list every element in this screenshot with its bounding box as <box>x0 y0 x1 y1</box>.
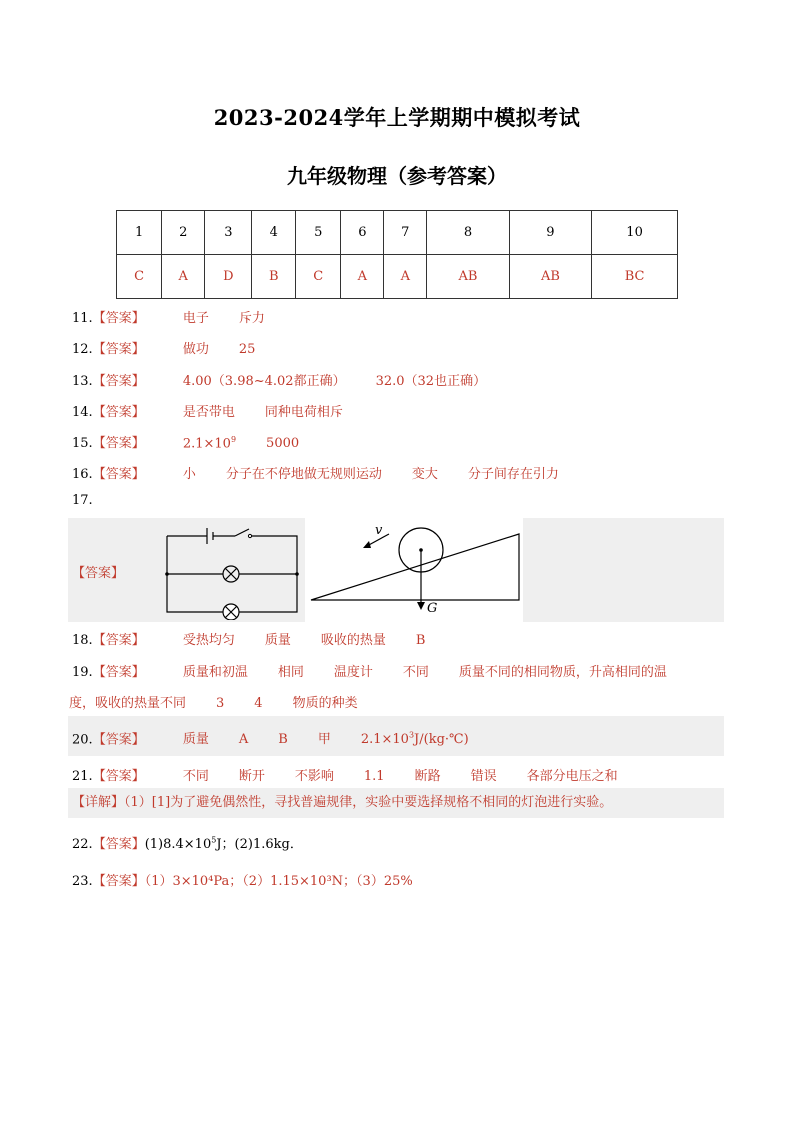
question-number-cell: 2 <box>162 211 205 255</box>
question-number-cell: 9 <box>509 211 591 255</box>
incline-diagram <box>305 518 523 622</box>
page-title: 2023-2024学年上学期期中模拟考试 <box>213 105 581 130</box>
answer-line-12: 12.【答案】 做功 25 <box>72 342 256 357</box>
circuit-diagram <box>163 520 303 620</box>
question-number-cell: 5 <box>296 211 341 255</box>
answer-line-23: 23.【答案】（1）3×10⁴Pa；（2）1.15×10³N；（3）25% <box>72 874 413 889</box>
answer-line-19: 19.【答案】 质量和初温 相同 温度计 不同 质量不同的相同物质，升高相同的温 <box>72 665 667 680</box>
answer-line-16: 16.【答案】 小 分子在不停地做无规则运动 变大 分子间存在引力 <box>72 467 559 482</box>
answer-line-14: 14.【答案】 是否带电 同种电荷相斥 <box>72 405 343 420</box>
detail-line-21: 【详解】（1）[1]为了避免偶然性，寻找普遍规律，实验中要选择规格不相同的灯泡进行实验。 <box>68 788 724 818</box>
answer-cell: A <box>341 255 384 299</box>
answer-cell: B <box>252 255 296 299</box>
page-subtitle: 九年级物理（参考答案） <box>287 164 507 188</box>
answer-line-22: 22.【答案】$(1)8.4\times 10^5J$；(2)1.6kg． <box>72 835 303 852</box>
question-number-cell: 10 <box>592 211 678 255</box>
question-number-cell: 8 <box>427 211 509 255</box>
answer-line-20: 20.【答案】 质量 A B 甲 $2.1\times 10^3J/(kg\cdot℃)$ <box>68 716 724 756</box>
answer-cell: A <box>162 255 205 299</box>
svg-text:v: v <box>375 523 383 538</box>
answer-line-18: 18.【答案】 受热均匀 质量 吸收的热量 B <box>72 633 426 648</box>
question-number-cell: 7 <box>384 211 427 255</box>
answer-cell: BC <box>592 255 678 299</box>
answer-cell: A <box>384 255 427 299</box>
question-number-cell: 3 <box>205 211 252 255</box>
question-number-cell: 6 <box>341 211 384 255</box>
answer-cell: AB <box>509 255 591 299</box>
answer-row <box>117 255 678 299</box>
answer-cell: C <box>117 255 162 299</box>
question-number-cell: 1 <box>117 211 162 255</box>
answer-line-15: 15.【答案】 $2.1\times 10^9$ 5000 <box>72 434 300 451</box>
answer-line-21: 21.【答案】 不同 断开 不影响 1.1 断路 错误 各部分电压之和 <box>72 769 618 784</box>
answer-line-17: 17. <box>72 493 93 508</box>
question-number-cell: 4 <box>252 211 296 255</box>
answer-line-11: 11.【答案】 电子 斥力 <box>72 311 265 326</box>
question-number-row <box>117 211 678 255</box>
answer-line-19-cont: 度，吸收的热量不同 3 4 物质的种类 <box>69 696 358 711</box>
answer-grid <box>116 210 678 299</box>
answer-cell: AB <box>427 255 509 299</box>
svg-text:G: G <box>427 601 438 616</box>
answer-line-13: 13.【答案】 4.00（3.98~4.02都正确） 32.0（32也正确） <box>72 374 487 389</box>
figure-17: 【答案】 v G <box>68 518 724 622</box>
answer-cell: C <box>296 255 341 299</box>
answer-cell: D <box>205 255 252 299</box>
